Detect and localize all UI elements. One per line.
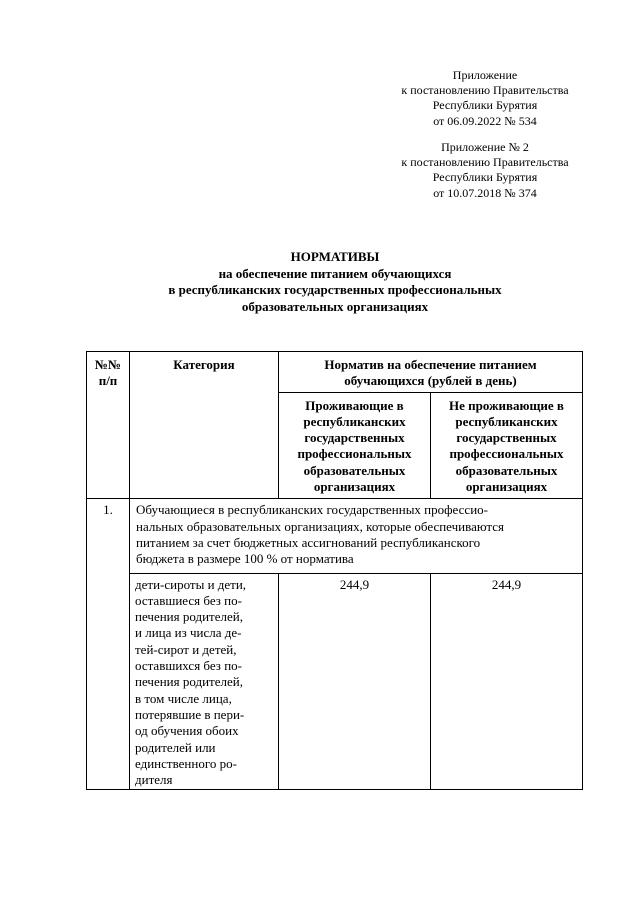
value-nonresident: 244,9 — [431, 573, 583, 790]
annex-note-previous — [380, 140, 590, 201]
annex-line: к постановлению Правительства — [401, 155, 569, 170]
table-row — [87, 573, 583, 790]
category-cell: дети-сироты и дети, оставшиеся без по- печения родителей, и лица из числа де- тей-сирот и детей, оставшихся без по- печения родителей, в том числе лица, потерявшие в пери- од обучения обоих родителей или единственного ро- дителя — [130, 573, 279, 790]
annex-line: Республики Бурятия — [432, 98, 538, 113]
annex-line: к постановлению Правительства — [401, 83, 569, 98]
annex-line: Приложение — [452, 68, 518, 82]
header-norm: Норматив на обеспечение питанием обучающихся (рублей в день) — [279, 352, 583, 393]
header-category: Категория — [130, 352, 279, 499]
value-resident: 244,9 — [279, 573, 431, 790]
annex-line: от 06.09.2022 № 534 — [433, 113, 537, 128]
annex-line: Приложение № 2 — [441, 140, 529, 154]
title-line: в республиканских государственных профессиональных — [168, 282, 502, 297]
document-title — [100, 249, 570, 315]
table-row — [87, 499, 583, 573]
header-nonresident: Не проживающие в республиканских государственных профессиональных образовательных организациях — [431, 392, 583, 499]
title-line: образовательных организациях — [241, 298, 429, 314]
title-line: на обеспечение питанием обучающихся — [218, 265, 452, 281]
annex-line: Республики Бурятия — [432, 170, 538, 185]
table-header-row — [87, 352, 583, 393]
norms-table — [86, 351, 583, 790]
header-resident: Проживающие в республиканских государственных профессиональных образовательных организациях — [279, 392, 431, 499]
annex-line: от 10.07.2018 № 374 — [433, 185, 537, 200]
annex-note-current — [380, 68, 590, 129]
title-main: НОРМАТИВЫ — [290, 249, 380, 264]
header-number: №№ п/п — [87, 352, 130, 499]
row-description: Обучающиеся в республиканских государственных профессио- нальных образовательных организациях, которые обеспечиваются питанием за счет бюджетных ассигнований республиканского бюджета в размере 100 % от норматива — [130, 499, 583, 573]
row-number: 1. — [87, 499, 130, 790]
